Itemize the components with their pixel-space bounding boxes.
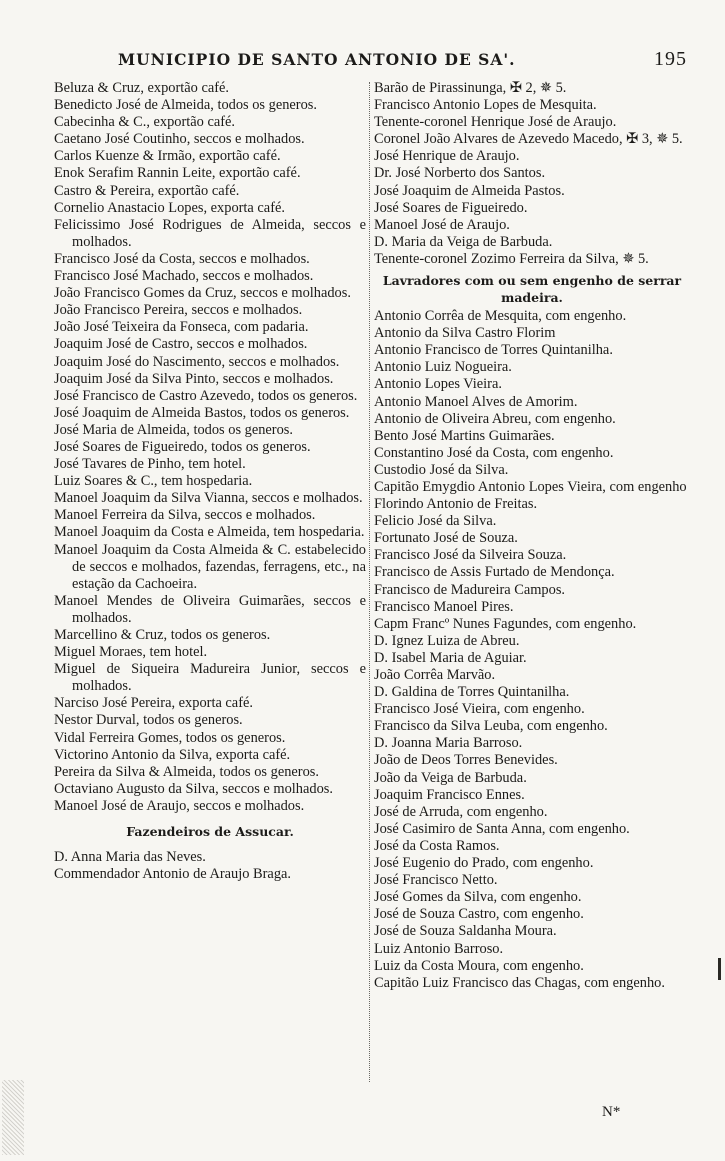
list-item: João Francisco Pereira, seccos e molhados. bbox=[54, 302, 303, 319]
margin-mark bbox=[718, 958, 721, 980]
list-item: José de Souza Castro, com engenho. bbox=[374, 906, 584, 923]
list-item: Benedicto José de Almeida, todos os generos. bbox=[54, 97, 317, 114]
list-item: Caetano José Coutinho, seccos e molhados. bbox=[54, 131, 305, 148]
list-item: José Maria de Almeida, todos os generos. bbox=[54, 421, 293, 438]
list-item: Capitão Emygdio Antonio Lopes Vieira, com engenho bbox=[374, 478, 687, 495]
list-item: Cornelio Anastacio Lopes, exporta café. bbox=[54, 199, 285, 216]
fazendeiros-list bbox=[54, 849, 366, 883]
list-item: Miguel de Siqueira Madureira Junior, seccos e molhados. bbox=[54, 661, 366, 695]
list-item: Joaquim José de Castro, seccos e molhados. bbox=[54, 336, 308, 353]
list-item: Manoel José de Araujo. bbox=[374, 216, 510, 233]
list-item: José Gomes da Silva, com engenho. bbox=[374, 889, 582, 906]
list-item: José Eugenio do Prado, com engenho. bbox=[374, 855, 594, 872]
list-item: Coronel João Alvares de Azevedo Macedo, ✠ 3, ✵ 5. bbox=[374, 131, 683, 148]
list-item: D. Ignez Luiza de Abreu. bbox=[374, 632, 520, 649]
notables-list bbox=[374, 80, 690, 268]
list-item: Antonio Francisco de Torres Quintanilha. bbox=[374, 342, 613, 359]
list-item: D. Galdina de Torres Quintanilha. bbox=[374, 684, 570, 701]
list-item: Manoel Joaquim da Silva Vianna, seccos e molhados. bbox=[54, 490, 363, 507]
list-item: José da Costa Ramos. bbox=[374, 837, 500, 854]
list-item: João da Veiga de Barbuda. bbox=[374, 769, 527, 786]
list-item: Narciso José Pereira, exporta café. bbox=[54, 695, 253, 712]
list-item: Capitão Luiz Francisco das Chagas, com engenho. bbox=[374, 974, 665, 991]
list-item: José Joaquim de Almeida Bastos, todos os generos. bbox=[54, 404, 350, 421]
list-item: Miguel Moraes, tem hotel. bbox=[54, 644, 208, 661]
page-number: 195 bbox=[654, 48, 687, 70]
list-item: Castro & Pereira, exportão café. bbox=[54, 182, 240, 199]
list-item: Francisco Antonio Lopes de Mesquita. bbox=[374, 97, 597, 114]
list-item: Constantino José da Costa, com engenho. bbox=[374, 444, 614, 461]
list-item: Joaquim José da Silva Pinto, seccos e molhados. bbox=[54, 370, 334, 387]
list-item: Francisco José da Costa, seccos e molhados. bbox=[54, 250, 310, 267]
page-edge-texture bbox=[2, 1080, 24, 1155]
list-item: José Henrique de Araujo. bbox=[374, 148, 520, 165]
list-item: Manoel Joaquim da Costa Almeida & C. estabelecido de seccos e molhados, fazendas, ferragens, etc., na estação da Cachoeira. bbox=[54, 541, 366, 592]
list-item: José de Souza Saldanha Moura. bbox=[374, 923, 557, 940]
list-item: Francisco José da Silveira Souza. bbox=[374, 547, 567, 564]
list-item: Antonio Manoel Alves de Amorim. bbox=[374, 393, 578, 410]
list-item: Francisco Manoel Pires. bbox=[374, 598, 514, 615]
list-item: João de Deos Torres Benevides. bbox=[374, 752, 558, 769]
list-item: Fortunato José de Souza. bbox=[374, 530, 518, 547]
list-item: José Tavares de Pinho, tem hotel. bbox=[54, 456, 246, 473]
list-item: Luiz Soares & C., tem hospedaria. bbox=[54, 473, 253, 490]
list-item: Antonio de Oliveira Abreu, com engenho. bbox=[374, 410, 616, 427]
list-item: Manoel Ferreira da Silva, seccos e molhados. bbox=[54, 507, 316, 524]
list-item: Antonio Corrêa de Mesquita, com engenho. bbox=[374, 308, 627, 325]
section-title-fazendeiros: Fazendeiros de Assucar. bbox=[126, 824, 294, 840]
column-divider bbox=[369, 82, 370, 1082]
list-item: Luiz da Costa Moura, com engenho. bbox=[374, 957, 584, 974]
list-item: José Soares de Figueiredo, todos os generos. bbox=[54, 438, 311, 455]
list-item: D. Maria da Veiga de Barbuda. bbox=[374, 233, 553, 250]
catchword: N* bbox=[602, 1104, 621, 1120]
right-column bbox=[374, 80, 690, 992]
list-item: Luiz Antonio Barroso. bbox=[374, 940, 504, 957]
list-item: Barão de Pirassinunga, ✠ 2, ✵ 5. bbox=[374, 80, 567, 96]
list-item: Carlos Kuenze & Irmão, exportão café. bbox=[54, 148, 281, 165]
list-item: Florindo Antonio de Freitas. bbox=[374, 496, 538, 513]
list-item: Manoel José de Araujo, seccos e molhados. bbox=[54, 797, 305, 814]
list-item: Francisco de Assis Furtado de Mendonça. bbox=[374, 564, 615, 581]
list-item: José Soares de Figueiredo. bbox=[374, 199, 528, 216]
list-item: José Joaquim de Almeida Pastos. bbox=[374, 182, 565, 199]
list-item: D. Anna Maria das Neves. bbox=[54, 849, 206, 866]
list-item: Dr. José Norberto dos Santos. bbox=[374, 165, 546, 182]
list-item: Nestor Durval, todos os generos. bbox=[54, 712, 243, 729]
list-item: Tenente-coronel Henrique José de Araujo. bbox=[374, 114, 617, 131]
list-item: Enok Serafim Rannin Leite, exportão café. bbox=[54, 165, 301, 182]
list-item: Felicio José da Silva. bbox=[374, 513, 497, 530]
list-item: Victorino Antonio da Silva, exporta café. bbox=[54, 746, 291, 763]
list-item: José Francisco Netto. bbox=[374, 872, 498, 889]
list-item: Antonio Lopes Vieira. bbox=[374, 376, 502, 393]
list-item: Antonio Luiz Nogueira. bbox=[374, 359, 512, 376]
list-item: Felicissimo José Rodrigues de Almeida, seccos e molhados. bbox=[54, 216, 366, 250]
page-header bbox=[0, 48, 725, 74]
left-column bbox=[54, 80, 366, 883]
list-item: Custodio José da Silva. bbox=[374, 461, 509, 478]
list-item: João José Teixeira da Fonseca, com padaria. bbox=[54, 319, 309, 336]
list-item: Francisco de Madureira Campos. bbox=[374, 581, 566, 598]
list-item: José Francisco de Castro Azevedo, todos os generos. bbox=[54, 387, 358, 404]
list-item: Bento José Martins Guimarães. bbox=[374, 427, 555, 444]
list-item: Capm Francº Nunes Fagundes, com engenho. bbox=[374, 615, 637, 632]
lavradores-list bbox=[374, 308, 690, 992]
list-item: Francisco José Machado, seccos e molhados. bbox=[54, 268, 314, 285]
list-item: Marcellino & Cruz, todos os generos. bbox=[54, 627, 271, 643]
list-item: José de Arruda, com engenho. bbox=[374, 803, 548, 820]
section-title-lavradores: Lavradores com ou sem engenho de serrar madeira. bbox=[382, 273, 682, 306]
list-item: Francisco da Silva Leuba, com engenho. bbox=[374, 718, 608, 735]
merchant-list bbox=[54, 80, 366, 815]
list-item: Joaquim José do Nascimento, seccos e molhados. bbox=[54, 353, 340, 370]
list-item: João Corrêa Marvão. bbox=[374, 667, 496, 683]
list-item: João Francisco Gomes da Cruz, seccos e molhados. bbox=[54, 285, 351, 302]
list-item: Manoel Mendes de Oliveira Guimarães, seccos e molhados. bbox=[54, 592, 366, 626]
list-item: Manoel Joaquim da Costa e Almeida, tem hospedaria. bbox=[54, 524, 365, 541]
list-item: Cabecinha & C., exportão café. bbox=[54, 114, 236, 131]
list-item: Antonio da Silva Castro Florim bbox=[374, 325, 556, 342]
list-item: Vidal Ferreira Gomes, todos os generos. bbox=[54, 729, 286, 746]
list-item: Joaquim Francisco Ennes. bbox=[374, 786, 525, 803]
list-item: José Casimiro de Santa Anna, com engenho. bbox=[374, 820, 630, 837]
list-item: Octaviano Augusto da Silva, seccos e molhados. bbox=[54, 780, 333, 797]
page-title: MUNICIPIO DE SANTO ANTONIO DE SA'. bbox=[118, 50, 516, 69]
list-item: Francisco José Vieira, com engenho. bbox=[374, 701, 585, 718]
list-item: Pereira da Silva & Almeida, todos os generos. bbox=[54, 763, 319, 780]
list-item: D. Isabel Maria de Aguiar. bbox=[374, 649, 527, 666]
list-item: Beluza & Cruz, exportão café. bbox=[54, 80, 230, 96]
list-item: Tenente-coronel Zozimo Ferreira da Silva, ✵ 5. bbox=[374, 250, 649, 267]
list-item: Commendador Antonio de Araujo Braga. bbox=[54, 866, 292, 883]
list-item: D. Joanna Maria Barroso. bbox=[374, 735, 523, 752]
